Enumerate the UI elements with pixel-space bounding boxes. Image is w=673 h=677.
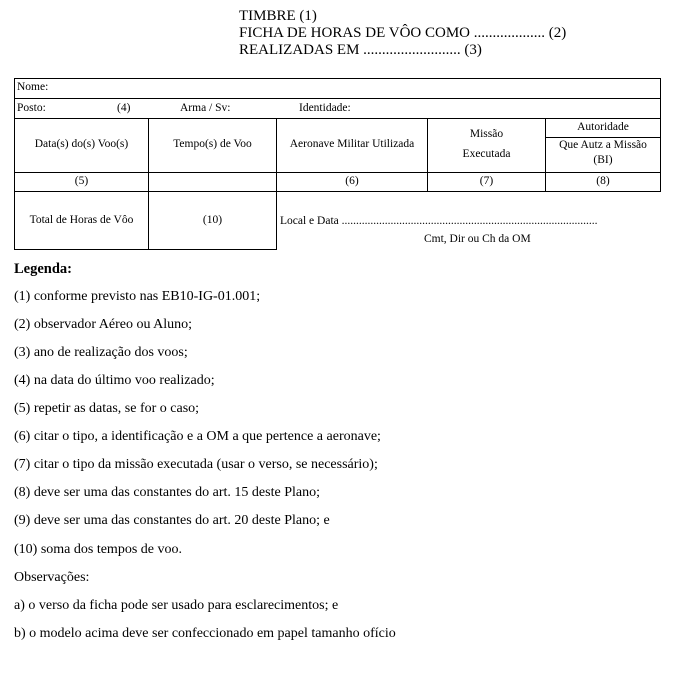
observation-item: a) o verso da ficha pode ser usado para esclarecimentos; e <box>14 598 339 613</box>
legend-item: (5) repetir as datas, se for o caso; <box>14 401 200 416</box>
nome-label: Nome: <box>17 81 49 93</box>
col-header-missao-line2: Executada <box>462 148 511 160</box>
ref-cell-autz <box>545 172 661 192</box>
observation-item: b) o modelo acima deve ser confeccionado em papel tamanho ofício <box>14 626 396 641</box>
col-header-autoridade-text: Autoridade <box>577 121 629 133</box>
total-value-cell <box>148 191 277 250</box>
observations-title: Observações: <box>14 570 90 585</box>
legend-item: (8) deve ser uma das constantes do art. 15 deste Plano; <box>14 485 320 500</box>
header-line-realizadas: REALIZADAS EM .......................... (3) <box>239 42 482 58</box>
col-header-autz-line1: Que Autz a Missão <box>559 139 647 151</box>
arma-label: Arma / Sv: <box>180 102 231 114</box>
col-header-missao-line1: Missão <box>469 128 504 140</box>
legend-item: (3) ano de realização dos voos; <box>14 345 188 360</box>
col-header-aeronave-text: Aeronave Militar Utilizada <box>289 138 415 150</box>
signature-caption: Cmt, Dir ou Ch da OM <box>424 233 531 245</box>
header-line-ficha: FICHA DE HORAS DE VÔO COMO ................... (2) <box>239 25 567 41</box>
ref-datas: (5) <box>74 175 89 187</box>
header-line-timbre: TIMBRE (1) <box>239 8 317 24</box>
ref-cell-datas <box>14 172 149 192</box>
col-header-datas-text: Data(s) do(s) Voo(s) <box>34 138 129 150</box>
legend-item: (2) observador Aéreo ou Aluno; <box>14 317 193 332</box>
total-ref: (10) <box>202 214 223 226</box>
legend-item: (4) na data do último voo realizado; <box>14 373 215 388</box>
total-label: Total de Horas de Vôo <box>29 214 134 226</box>
total-label-cell <box>14 191 149 250</box>
ref-autz: (8) <box>596 175 610 187</box>
col-header-autz <box>545 137 661 173</box>
col-header-tempos-text: Tempo(s) de Voo <box>173 138 252 150</box>
posto-label: Posto: <box>17 102 46 114</box>
col-header-missao <box>427 118 546 173</box>
posto-row <box>14 98 661 119</box>
ref-cell-aeronave <box>276 172 428 192</box>
ref-cell-tempos <box>148 172 277 192</box>
legend-item: (10) soma dos tempos de voo. <box>14 542 182 557</box>
col-header-tempos <box>148 118 277 173</box>
col-header-datas <box>14 118 149 173</box>
document-header <box>239 8 566 59</box>
col-header-autoridade <box>545 118 661 138</box>
legend-title: Legenda: <box>14 261 72 277</box>
posto-ref: (4) <box>117 102 131 114</box>
legend-item: (7) citar o tipo da missão executada (usar o verso, se necessário); <box>14 457 378 472</box>
local-data-line: Local e Data ......................................................................................... <box>280 215 598 227</box>
identidade-label: Identidade: <box>299 102 351 114</box>
ref-missao: (7) <box>479 175 494 187</box>
nome-row <box>14 78 661 99</box>
col-header-autz-line2: (BI) <box>593 154 613 166</box>
flight-hours-form <box>14 78 661 250</box>
legend-item: (1) conforme previsto nas EB10-IG-01.001; <box>14 289 261 304</box>
ref-cell-missao <box>427 172 546 192</box>
legend-item: (6) citar o tipo, a identificação e a OM a que pertence a aeronave; <box>14 429 381 444</box>
col-header-aeronave <box>276 118 428 173</box>
ref-aeronave: (6) <box>345 175 359 187</box>
legend-item: (9) deve ser uma das constantes do art. 20 deste Plano; e <box>14 513 330 528</box>
